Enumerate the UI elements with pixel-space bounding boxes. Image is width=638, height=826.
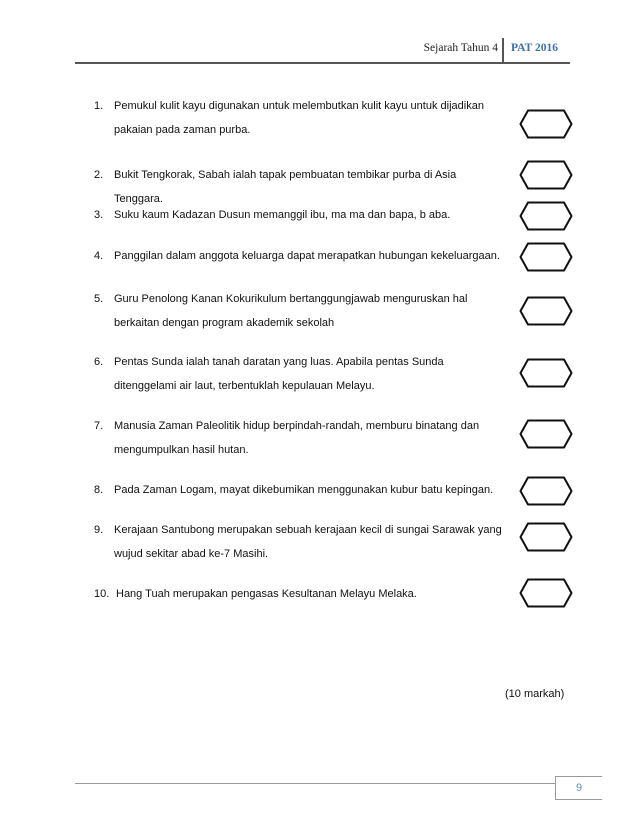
page-number: 9: [575, 782, 583, 794]
question-text: Suku kaum Kadazan Dusun memanggil ibu, ma ma dan bapa, b aba.: [114, 209, 451, 221]
question-text: Manusia Zaman Paleolitik hidup berpindah-randah, memburu binatang dan mengumpulkan hasil hutan.: [114, 420, 480, 456]
question-text: Pentas Sunda ialah tanah daratan yang luas. Apabila pentas Sunda ditenggelami air laut, terbentuklah kepulauan Melayu.: [114, 356, 444, 392]
question-number: 1.: [94, 100, 104, 112]
question-text: Pada Zaman Logam, mayat dikebumikan menggunakan kubur batu kepingan.: [114, 484, 494, 496]
question-text: Panggilan dalam anggota keluarga dapat merapatkan hubungan kekeluargaan.: [114, 250, 500, 262]
answer-box[interactable]: [519, 522, 573, 552]
question-number: 10.: [94, 588, 110, 600]
question-text: Hang Tuah merupakan pengasas Kesultanan Melayu Melaka.: [116, 588, 417, 600]
question-number: 3.: [94, 209, 104, 221]
header-exam-label: PAT 2016: [511, 42, 558, 54]
question-number: 8.: [94, 484, 104, 496]
total-marks: (10 markah): [505, 688, 565, 700]
answer-box[interactable]: [519, 578, 573, 608]
question-number: 6.: [94, 356, 104, 368]
answer-box[interactable]: [519, 160, 573, 190]
question-number: 4.: [94, 250, 104, 262]
question-number: 2.: [94, 169, 104, 181]
footer-rule: [75, 783, 555, 784]
question-text: Bukit Tengkorak, Sabah ialah tapak pembuatan tembikar purba di Asia Tenggara.: [114, 169, 457, 205]
page-number-box: [555, 776, 602, 800]
header-subject: Sejarah Tahun 4: [423, 42, 498, 54]
answer-box[interactable]: [519, 296, 573, 326]
question-text: Pemukul kulit kayu digunakan untuk melembutkan kulit kayu untuk dijadikan pakaian pada zaman purba.: [114, 100, 484, 136]
question-text: Guru Penolong Kanan Kokurikulum bertanggungjawab menguruskan hal berkaitan dengan program akademik sekolah: [114, 293, 468, 329]
answer-box[interactable]: [519, 109, 573, 139]
answer-box[interactable]: [519, 419, 573, 449]
answer-box[interactable]: [519, 476, 573, 506]
question-number: 5.: [94, 293, 104, 305]
question-number: 7.: [94, 420, 104, 432]
answer-box[interactable]: [519, 201, 573, 231]
question-text: Kerajaan Santubong merupakan sebuah kerajaan kecil di sungai Sarawak yang wujud sekitar abad ke-7 Masihi.: [114, 524, 502, 560]
question-number: 9.: [94, 524, 104, 536]
answer-box[interactable]: [519, 358, 573, 388]
answer-box[interactable]: [519, 242, 573, 272]
